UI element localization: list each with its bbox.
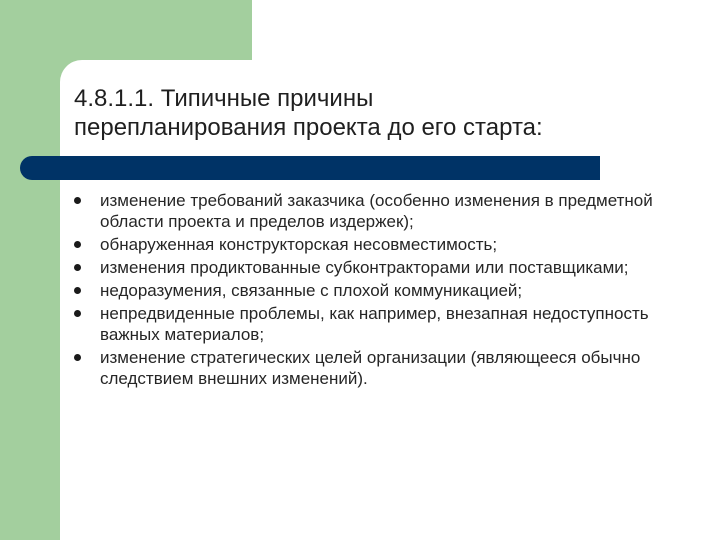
bullet-text: недоразумения, связанные с плохой коммуникацией;: [100, 281, 523, 300]
bullet-dot-icon: [74, 197, 81, 204]
bullet-item: [70, 280, 670, 301]
bullet-dot-icon: [74, 287, 81, 294]
slide-title-line-2: перепланирования проекта до его старта:: [74, 114, 543, 141]
slide-title: [74, 84, 694, 142]
bullet-text: изменение требований заказчика (особенно изменения в предметной области проекта и пределов издержек);: [100, 191, 653, 231]
bullet-item: [70, 257, 670, 278]
bullet-dot-icon: [74, 264, 81, 271]
title-underline-bar: [20, 156, 600, 180]
bullet-dot-icon: [74, 354, 81, 361]
bullet-item: [70, 234, 670, 255]
bullet-dot-icon: [74, 310, 81, 317]
bullet-dot-icon: [74, 241, 81, 248]
bullet-text: непредвиденные проблемы, как например, внезапная недоступность важных материалов;: [100, 304, 649, 344]
bullet-text: обнаруженная конструкторская несовместимость;: [100, 235, 498, 254]
bullet-item: [70, 303, 670, 345]
bullet-item: [70, 347, 670, 389]
bullet-text: изменения продиктованные субконтракторами или поставщиками;: [100, 258, 629, 277]
decorative-green-left-strip: [0, 0, 60, 540]
bullet-list: [70, 190, 670, 391]
bullet-text: изменение стратегических целей организации (являющееся обычно следствием внешних изменений).: [100, 348, 641, 388]
bullet-item: [70, 190, 670, 232]
slide-title-line-1: 4.8.1.1. Типичные причины: [74, 85, 374, 112]
